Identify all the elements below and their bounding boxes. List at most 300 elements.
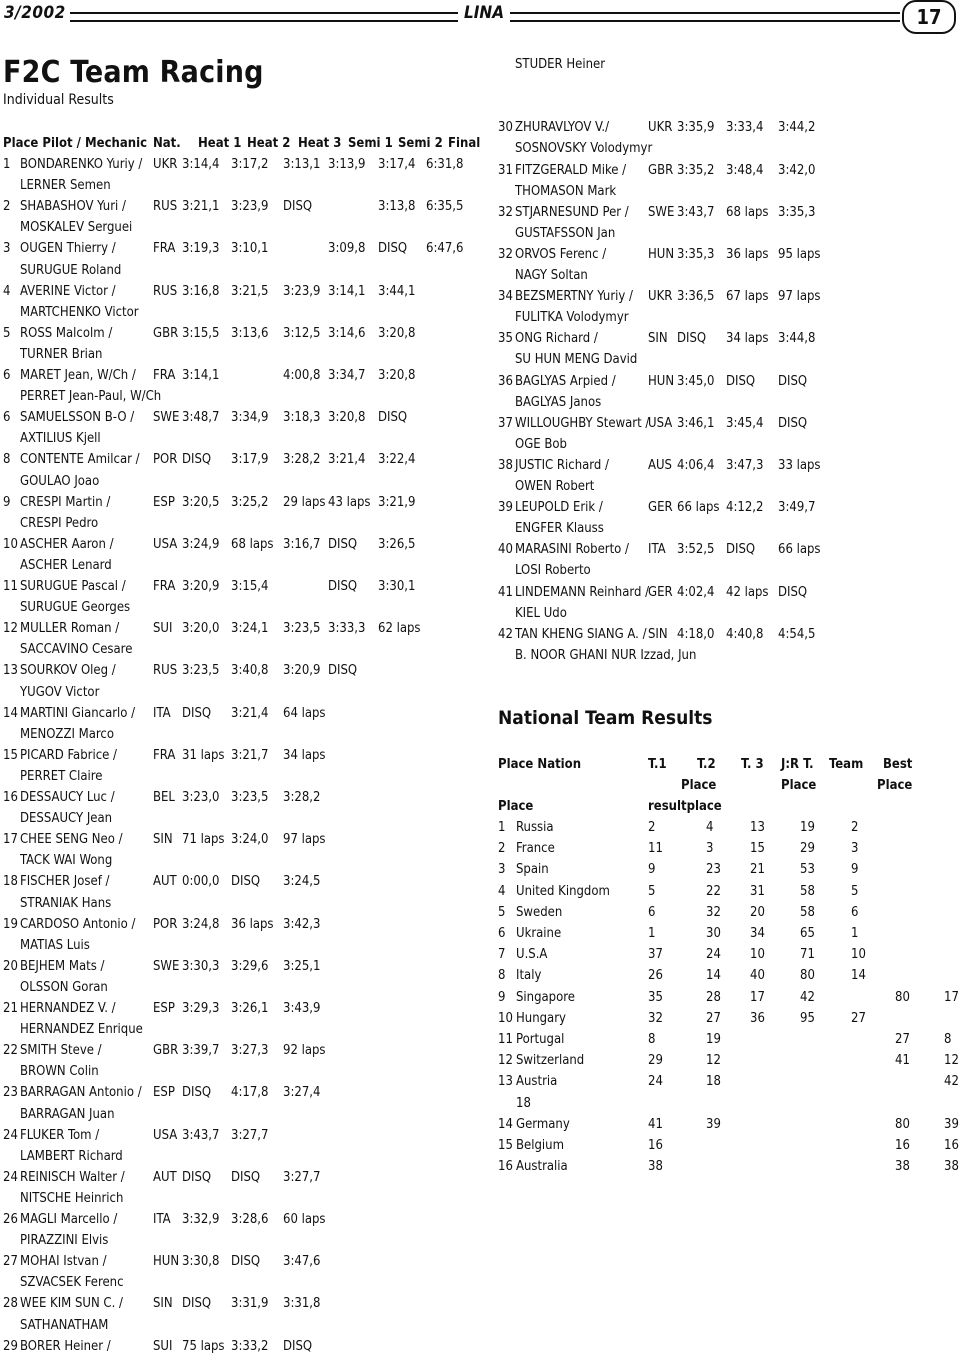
result-cell: 42 laps bbox=[726, 584, 769, 600]
pilot-name: FLUKER Tom / bbox=[20, 1127, 100, 1143]
nation-name: Russia bbox=[516, 820, 554, 835]
mechanic-name: KIEL Udo bbox=[515, 605, 567, 621]
result-cell: 3:25,1 bbox=[283, 958, 321, 974]
result-cell: FRA bbox=[153, 368, 176, 383]
national-column-header: T.1 bbox=[648, 757, 667, 772]
nation-name: 18 bbox=[516, 1095, 531, 1111]
page-subtitle: Individual Results bbox=[3, 92, 114, 108]
national-cell: 58 bbox=[800, 883, 815, 899]
result-cell: POR bbox=[153, 452, 178, 468]
national-cell: 24 bbox=[706, 947, 721, 963]
pilot-name: DESSAUCY Luc / bbox=[20, 790, 115, 805]
pilot-name: MOHAI Istvan / bbox=[20, 1254, 107, 1270]
mechanic-name: PIRAZZINI Elvis bbox=[20, 1233, 109, 1249]
result-cell: 3:33,2 bbox=[231, 1338, 269, 1354]
result-cell: DISQ bbox=[328, 663, 358, 679]
result-cell: 3:42,3 bbox=[283, 916, 321, 932]
result-cell: 5 bbox=[3, 325, 11, 341]
national-cell: 15 bbox=[498, 1138, 513, 1153]
result-cell: 6:35,5 bbox=[426, 199, 464, 215]
result-cell: 6:47,6 bbox=[426, 241, 464, 257]
national-cell: 2 bbox=[498, 841, 506, 857]
national-cell: 1 bbox=[498, 820, 506, 835]
result-cell: 68 laps bbox=[726, 204, 769, 220]
result-cell: 3:24,5 bbox=[283, 874, 321, 890]
national-cell: 16 bbox=[944, 1138, 959, 1153]
nation-name: Australia bbox=[516, 1159, 568, 1175]
pilot-name: BAGLYAS Arpied / bbox=[515, 373, 616, 389]
pilot-name: STJARNESUND Per / bbox=[515, 204, 629, 220]
result-cell: 3:23,5 bbox=[283, 621, 321, 637]
result-cell: 3:47,6 bbox=[283, 1254, 321, 1270]
national-cell: 37 bbox=[648, 947, 663, 963]
result-cell: 3:20,0 bbox=[182, 621, 220, 637]
pilot-name: BARRAGAN Antonio / bbox=[20, 1085, 142, 1101]
result-cell: RUS bbox=[153, 283, 178, 299]
result-cell: 3:48,4 bbox=[726, 162, 764, 178]
pilot-name: JUSTIC Richard / bbox=[515, 457, 609, 473]
mechanic-name: PERRET Claire bbox=[20, 768, 103, 784]
result-cell: 29 bbox=[3, 1338, 18, 1354]
magazine-name: LINA bbox=[458, 3, 510, 23]
result-cell: 3:12,5 bbox=[283, 325, 321, 341]
result-cell: 29 laps bbox=[283, 494, 326, 510]
result-cell: 22 bbox=[3, 1043, 18, 1059]
result-cell: 26 bbox=[3, 1212, 18, 1227]
result-cell: USA bbox=[648, 415, 673, 431]
result-cell: HUN bbox=[648, 373, 675, 389]
result-cell: SIN bbox=[153, 1296, 173, 1312]
pilot-name: CHEE SENG Neo / bbox=[20, 832, 123, 848]
result-cell: 3:34,7 bbox=[328, 368, 366, 383]
result-cell: UKR bbox=[648, 120, 673, 136]
result-cell: 3:44,2 bbox=[778, 120, 816, 136]
result-cell: 3:21,9 bbox=[378, 494, 416, 510]
pilot-name: CONTENTE Amilcar / bbox=[20, 452, 140, 468]
result-cell: 71 laps bbox=[182, 832, 225, 848]
mechanic-name: LAMBERT Richard bbox=[20, 1148, 123, 1164]
national-column-header: Place bbox=[498, 799, 534, 814]
result-cell: 28 bbox=[3, 1296, 18, 1312]
result-cell: 3 bbox=[3, 241, 11, 257]
pilot-name: HERNANDEZ V. / bbox=[20, 1001, 116, 1016]
result-cell: 3:35,3 bbox=[778, 204, 816, 220]
result-cell: 2 bbox=[3, 199, 11, 215]
result-cell: 13 bbox=[3, 663, 18, 679]
result-cell: 3:35,2 bbox=[677, 162, 715, 178]
result-cell: 3:13,6 bbox=[231, 325, 269, 341]
national-cell: 22 bbox=[706, 883, 721, 899]
pilot-name: CARDOSO Antonio / bbox=[20, 916, 136, 932]
result-cell: 3:27,3 bbox=[231, 1043, 269, 1059]
result-cell: 3:23,5 bbox=[182, 663, 220, 679]
result-cell: 14 bbox=[3, 705, 18, 721]
mechanic-name: CRESPI Pedro bbox=[20, 515, 99, 531]
result-cell: 3:14,6 bbox=[328, 325, 366, 341]
nation-name: Switzerland bbox=[516, 1053, 585, 1069]
result-cell: 3:22,4 bbox=[378, 452, 416, 468]
national-cell: 16 bbox=[895, 1138, 910, 1153]
page-number: 17 bbox=[902, 0, 956, 34]
national-cell: 3 bbox=[498, 862, 506, 878]
result-cell: DISQ bbox=[182, 1169, 212, 1185]
result-cell: 3:17,9 bbox=[231, 452, 269, 468]
column-header: Heat 3 bbox=[298, 136, 342, 151]
result-cell: DISQ bbox=[378, 410, 408, 426]
national-cell: 3 bbox=[851, 841, 859, 857]
national-cell: 9 bbox=[851, 862, 859, 878]
mechanic-name: OLSSON Goran bbox=[20, 979, 108, 995]
result-cell: 3:21,5 bbox=[231, 283, 269, 299]
result-cell: 64 laps bbox=[283, 705, 326, 721]
result-cell: GBR bbox=[153, 1043, 179, 1059]
mechanic-name: OWEN Robert bbox=[515, 479, 595, 494]
pilot-name: SHABASHOV Yuri / bbox=[20, 199, 126, 215]
result-cell: 3:35,9 bbox=[677, 120, 715, 136]
result-cell: 24 bbox=[3, 1169, 18, 1185]
result-cell: 3:29,6 bbox=[231, 958, 269, 974]
nation-name: Austria bbox=[516, 1074, 558, 1090]
result-cell: 3:28,2 bbox=[283, 790, 321, 805]
mechanic-name: GOULAO Joao bbox=[20, 473, 100, 489]
mechanic-name: TURNER Brian bbox=[20, 346, 103, 362]
pilot-name: WILLOUGHBY Stewart / bbox=[515, 415, 650, 431]
result-cell: 3:20,5 bbox=[182, 494, 220, 510]
result-cell: 3:28,2 bbox=[283, 452, 321, 468]
result-cell: USA bbox=[153, 536, 178, 552]
result-cell: DISQ bbox=[283, 1338, 313, 1354]
mechanic-name: AXTILIUS Kjell bbox=[20, 431, 101, 447]
mechanic-name: GUSTAFSSON Jan bbox=[515, 225, 616, 241]
result-cell: 3:25,2 bbox=[231, 494, 269, 510]
mechanic-name: DESSAUCY Jean bbox=[20, 811, 113, 827]
national-column-header: Team bbox=[829, 757, 864, 772]
result-cell: DISQ bbox=[778, 415, 808, 431]
result-cell: 3:20,8 bbox=[328, 410, 366, 426]
mechanic-name: NAGY Soltan bbox=[515, 268, 588, 283]
result-cell: 3:13,9 bbox=[328, 157, 366, 172]
nation-name: Italy bbox=[516, 968, 542, 984]
result-cell: 36 bbox=[498, 373, 513, 389]
result-cell: 3:26,1 bbox=[231, 1001, 269, 1016]
result-cell: 3:27,4 bbox=[283, 1085, 321, 1101]
result-cell: 3:36,5 bbox=[677, 289, 715, 305]
pilot-name: BORER Heiner / bbox=[20, 1338, 111, 1354]
national-cell: 9 bbox=[648, 862, 656, 878]
mechanic-name: MARTCHENKO Victor bbox=[20, 304, 139, 320]
nation-name: U.S.A bbox=[516, 947, 548, 963]
pilot-name: REINISCH Walter / bbox=[20, 1169, 125, 1185]
result-cell: 3:10,1 bbox=[231, 241, 269, 257]
result-cell: DISQ bbox=[231, 1254, 261, 1270]
national-column-header: Place Nation bbox=[498, 757, 582, 772]
result-cell: 4:02,4 bbox=[677, 584, 715, 600]
national-cell: 17 bbox=[750, 989, 765, 1005]
national-cell: 10 bbox=[750, 947, 765, 963]
mechanic-name: SZVACSEK Ferenc bbox=[20, 1275, 124, 1291]
national-column-header: Place bbox=[781, 778, 817, 793]
result-cell: 39 bbox=[498, 500, 513, 516]
national-cell: 12 bbox=[944, 1053, 959, 1069]
result-cell: 3:09,8 bbox=[328, 241, 366, 257]
nation-name: Ukraine bbox=[516, 926, 562, 941]
result-cell: 3:24,8 bbox=[182, 916, 220, 932]
mechanic-name: BAGLYAS Janos bbox=[515, 394, 602, 410]
result-cell: 3:40,8 bbox=[231, 663, 269, 679]
result-cell: FRA bbox=[153, 579, 176, 594]
result-cell: 3:52,5 bbox=[677, 542, 715, 558]
result-cell: 3:13,1 bbox=[283, 157, 321, 172]
result-cell: 3:45,4 bbox=[726, 415, 764, 431]
result-cell: 62 laps bbox=[378, 621, 421, 637]
result-cell: SWE bbox=[153, 958, 180, 974]
result-cell: 3:35,3 bbox=[677, 246, 715, 262]
result-cell: DISQ bbox=[182, 1085, 212, 1101]
mechanic-name: PERRET Jean-Paul, W/Ch bbox=[20, 389, 162, 405]
result-cell: 40 bbox=[498, 542, 513, 558]
mechanic-name: STRANIAK Hans bbox=[20, 895, 112, 911]
national-cell: 27 bbox=[706, 1010, 721, 1026]
result-cell: USA bbox=[153, 1127, 178, 1143]
result-cell: 4:40,8 bbox=[726, 626, 764, 642]
mechanic-name: MATIAS Luis bbox=[20, 937, 90, 953]
result-cell: 23 bbox=[3, 1085, 18, 1101]
mechanic-name: ASCHER Lenard bbox=[20, 557, 112, 573]
result-cell: UKR bbox=[153, 157, 178, 172]
nation-name: France bbox=[516, 841, 555, 857]
national-cell: 17 bbox=[944, 989, 959, 1005]
result-cell: SIN bbox=[648, 331, 668, 347]
column-header: Final bbox=[448, 136, 481, 151]
national-cell: 14 bbox=[706, 968, 721, 984]
mechanic-name: HERNANDEZ Enrique bbox=[20, 1022, 143, 1038]
result-cell: 3:23,9 bbox=[231, 199, 269, 215]
column-header: Semi 1 bbox=[348, 136, 393, 151]
page-title: F2C Team Racing bbox=[3, 55, 264, 90]
nation-name: Hungary bbox=[516, 1010, 566, 1026]
column-header: Place Pilot / Mechanic bbox=[3, 136, 148, 151]
result-cell: SIN bbox=[648, 626, 668, 642]
result-cell: 3:17,2 bbox=[231, 157, 269, 172]
national-cell: 15 bbox=[750, 841, 765, 857]
national-cell: 38 bbox=[944, 1159, 959, 1175]
result-cell: 3:24,0 bbox=[231, 832, 269, 848]
pilot-name: CRESPI Martin / bbox=[20, 494, 111, 510]
national-cell: 19 bbox=[706, 1032, 721, 1047]
national-cell: 39 bbox=[944, 1116, 959, 1132]
result-cell: 4:06,4 bbox=[677, 457, 715, 473]
result-cell: 42 bbox=[498, 626, 513, 642]
result-cell: GER bbox=[648, 500, 673, 516]
national-cell: 19 bbox=[800, 820, 815, 835]
result-cell: 35 bbox=[498, 331, 513, 347]
national-cell: 14 bbox=[851, 968, 866, 984]
national-cell: 40 bbox=[750, 968, 765, 984]
result-cell: 36 laps bbox=[231, 916, 274, 932]
pilot-name: ROSS Malcolm / bbox=[20, 325, 113, 341]
nation-name: Singapore bbox=[516, 989, 575, 1005]
result-cell: 9 bbox=[3, 494, 11, 510]
result-cell: 3:30,1 bbox=[378, 579, 416, 594]
national-column-header: Place bbox=[681, 778, 717, 793]
result-cell: 18 bbox=[3, 874, 18, 890]
pilot-name: MARET Jean, W/Ch / bbox=[20, 368, 136, 383]
result-cell: 3:21,1 bbox=[182, 199, 220, 215]
result-cell: 3:14,1 bbox=[182, 368, 220, 383]
national-cell: 27 bbox=[895, 1032, 910, 1047]
national-cell: 8 bbox=[648, 1032, 656, 1047]
result-cell: 3:33,3 bbox=[328, 621, 366, 637]
result-cell: ITA bbox=[153, 1212, 171, 1227]
result-cell: 3:34,9 bbox=[231, 410, 269, 426]
national-cell: 38 bbox=[895, 1159, 910, 1175]
result-cell: 4:18,0 bbox=[677, 626, 715, 642]
national-cell: 31 bbox=[750, 883, 765, 899]
result-cell: UKR bbox=[648, 289, 673, 305]
nation-name: United Kingdom bbox=[516, 883, 610, 899]
result-cell: GBR bbox=[153, 325, 179, 341]
result-cell: 20 bbox=[3, 958, 18, 974]
result-cell: 66 laps bbox=[778, 542, 821, 558]
mechanic-name: B. NOOR GHANI NUR Izzad, Jun bbox=[515, 647, 697, 663]
result-cell: 3:20,8 bbox=[378, 325, 416, 341]
column-header: Heat 1 bbox=[198, 136, 242, 151]
mechanic-name: OGE Bob bbox=[515, 436, 567, 452]
result-cell: 15 bbox=[3, 747, 18, 763]
result-cell: 3:20,9 bbox=[283, 663, 321, 679]
result-cell: 3:21,7 bbox=[231, 747, 269, 763]
result-cell: 3:48,7 bbox=[182, 410, 220, 426]
mechanic-name: LERNER Semen bbox=[20, 178, 111, 194]
result-cell: 3:28,6 bbox=[231, 1212, 269, 1227]
result-cell: 6 bbox=[3, 368, 11, 383]
national-cell: 10 bbox=[851, 947, 866, 963]
national-cell: 1 bbox=[851, 926, 859, 941]
result-cell: 3:31,9 bbox=[231, 1296, 269, 1312]
result-cell: 3:14,4 bbox=[182, 157, 220, 172]
pilot-name: WEE KIM SUN C. / bbox=[20, 1296, 123, 1312]
national-results-title: National Team Results bbox=[498, 707, 713, 729]
result-cell: 3:45,0 bbox=[677, 373, 715, 389]
national-cell: 35 bbox=[648, 989, 663, 1005]
result-cell: 3:27,7 bbox=[231, 1127, 269, 1143]
national-cell: 9 bbox=[498, 989, 506, 1005]
result-cell: 33 laps bbox=[778, 457, 821, 473]
column-header: Semi 2 bbox=[398, 136, 443, 151]
mechanic-name: THOMASON Mark bbox=[515, 183, 617, 199]
mechanic-name: ENGFER Klauss bbox=[515, 521, 604, 537]
mechanic-name: MOSKALEV Serguei bbox=[20, 220, 133, 236]
national-cell: 58 bbox=[800, 904, 815, 920]
result-cell: AUT bbox=[153, 874, 177, 890]
pilot-name: OUGEN Thierry / bbox=[20, 241, 116, 257]
national-cell: 32 bbox=[706, 904, 721, 920]
result-cell: SWE bbox=[153, 410, 180, 426]
result-cell: RUS bbox=[153, 199, 178, 215]
pilot-name: ORVOS Ferenc / bbox=[515, 246, 607, 262]
result-cell: DISQ bbox=[778, 373, 808, 389]
result-cell: 3:20,9 bbox=[182, 579, 220, 594]
national-cell: 32 bbox=[648, 1010, 663, 1026]
national-cell: 26 bbox=[648, 968, 663, 984]
national-cell: 80 bbox=[800, 968, 815, 984]
result-cell: POR bbox=[153, 916, 178, 932]
result-cell: ESP bbox=[153, 494, 175, 510]
result-cell: DISQ bbox=[182, 452, 212, 468]
issue-label: 3/2002 bbox=[4, 3, 66, 23]
national-cell: 4 bbox=[498, 883, 506, 899]
pilot-name: BONDARENKO Yuriy / bbox=[20, 157, 143, 172]
result-cell: GBR bbox=[648, 162, 674, 178]
national-cell: 21 bbox=[750, 862, 765, 878]
result-cell: 19 bbox=[3, 916, 18, 932]
national-cell: 36 bbox=[750, 1010, 765, 1026]
pilot-name: MULLER Roman / bbox=[20, 621, 120, 637]
result-cell: 24 bbox=[3, 1127, 18, 1143]
national-cell: 16 bbox=[498, 1159, 513, 1175]
result-cell: 3:46,1 bbox=[677, 415, 715, 431]
result-cell: 3:27,7 bbox=[283, 1169, 321, 1185]
pilot-name: BEJHEM Mats / bbox=[20, 958, 105, 974]
national-column-header: T.2 bbox=[697, 757, 716, 772]
result-cell: 3:24,1 bbox=[231, 621, 269, 637]
national-cell: 8 bbox=[944, 1032, 952, 1047]
mechanic-name: SATHANATHAM bbox=[20, 1317, 109, 1333]
national-cell: 42 bbox=[944, 1074, 959, 1090]
result-cell: 31 bbox=[498, 162, 513, 178]
national-cell: 18 bbox=[706, 1074, 721, 1090]
result-cell: 3:47,3 bbox=[726, 457, 764, 473]
national-cell: 16 bbox=[648, 1138, 663, 1153]
national-cell: 13 bbox=[498, 1074, 513, 1090]
result-cell: DISQ bbox=[283, 199, 313, 215]
result-cell: AUS bbox=[648, 457, 672, 473]
national-cell: 6 bbox=[851, 904, 859, 920]
result-cell: 4:54,5 bbox=[778, 626, 816, 642]
nation-name: Belgium bbox=[516, 1138, 564, 1153]
mechanic-name: SU HUN MENG David bbox=[515, 352, 638, 368]
mechanic-name: BARRAGAN Juan bbox=[20, 1106, 115, 1122]
result-cell: DISQ bbox=[328, 536, 358, 552]
result-cell: 43 laps bbox=[328, 494, 371, 510]
result-cell: DISQ bbox=[182, 1296, 212, 1312]
national-cell: 5 bbox=[648, 883, 656, 899]
mechanic-name: MENOZZI Marco bbox=[20, 726, 114, 742]
mechanic-name: SOSNOVSKY Volodymyr bbox=[515, 141, 653, 157]
national-cell: 27 bbox=[851, 1010, 866, 1026]
result-cell: 3:16,8 bbox=[182, 283, 220, 299]
result-cell: 97 laps bbox=[283, 832, 326, 848]
result-cell: DISQ bbox=[328, 579, 358, 594]
pilot-name: AVERINE Victor / bbox=[20, 283, 116, 299]
result-cell: 3:14,1 bbox=[328, 283, 366, 299]
result-cell: 30 bbox=[498, 120, 513, 136]
result-cell: 97 laps bbox=[778, 289, 821, 305]
result-cell: 60 laps bbox=[283, 1212, 326, 1227]
national-cell: 23 bbox=[706, 862, 721, 878]
result-cell: 27 bbox=[3, 1254, 18, 1270]
result-cell: 6 bbox=[3, 410, 11, 426]
result-cell: 3:13,8 bbox=[378, 199, 416, 215]
page-header bbox=[0, 0, 960, 30]
result-cell: 6:31,8 bbox=[426, 157, 464, 172]
result-cell: AUT bbox=[153, 1169, 177, 1185]
national-cell: 12 bbox=[706, 1053, 721, 1069]
result-cell: 3:49,7 bbox=[778, 500, 816, 516]
result-cell: 3:43,7 bbox=[182, 1127, 220, 1143]
mechanic-name: NITSCHE Heinrich bbox=[20, 1190, 124, 1206]
result-cell: 3:19,3 bbox=[182, 241, 220, 257]
